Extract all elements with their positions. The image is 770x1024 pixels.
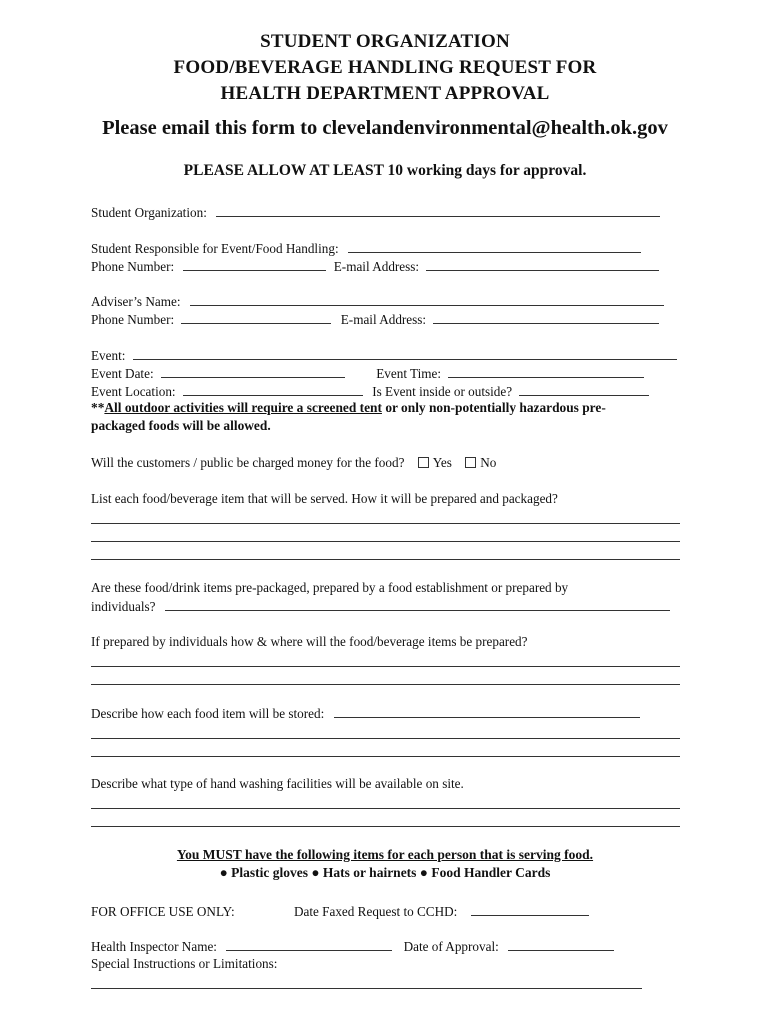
answer-line[interactable] (91, 666, 680, 667)
prepackaged-question-line-1: Are these food/drink items pre-packaged, prepared by a food establishment or prepared by (91, 580, 569, 595)
inside-outside-label: Is Event inside or outside? (372, 384, 513, 399)
student-email-field[interactable] (426, 258, 659, 271)
adviser-name-field[interactable] (190, 293, 664, 306)
adviser-phone-label: Phone Number: (91, 312, 175, 327)
prepackaged-label: individuals? (91, 599, 156, 614)
inspector-field[interactable] (226, 938, 392, 951)
stored-question: Describe how each food item will be stored: (91, 706, 325, 721)
student-org-label: Student Organization: (91, 205, 207, 220)
student-org-field[interactable] (216, 204, 660, 217)
charged-question-row (91, 455, 496, 471)
yes-label: Yes (432, 455, 452, 470)
student-org-row (91, 204, 660, 221)
event-label: Event: (91, 348, 126, 363)
prepared-where-question: If prepared by individuals how & where will the food/beverage items be prepared? (91, 634, 528, 649)
adviser-email-label: E-mail Address: (340, 312, 427, 327)
special-instructions-line[interactable] (91, 988, 642, 989)
student-phone-field[interactable] (183, 258, 326, 271)
event-date-row (91, 365, 644, 382)
title-line-2: FOOD/BEVERAGE HANDLING REQUEST FOR (173, 57, 597, 78)
outdoor-note-rest: or only non-potentially hazardous pre- (381, 400, 606, 415)
event-location-row (91, 383, 649, 400)
no-label: No (480, 455, 497, 470)
requirements-heading: You MUST have the following items for each person that is serving food. (176, 847, 594, 862)
title-line-1: STUDENT ORGANIZATION (260, 31, 510, 52)
event-time-label: Event Time: (376, 366, 442, 381)
outdoor-note-line-2: packaged foods will be allowed. (91, 418, 271, 433)
adviser-email-field[interactable] (433, 311, 659, 324)
student-responsible-field[interactable] (348, 240, 641, 253)
title-line-3: HEALTH DEPARTMENT APPROVAL (220, 83, 550, 104)
answer-line[interactable] (91, 559, 680, 560)
inspector-label: Health Inspector Name: (91, 939, 217, 954)
answer-line[interactable] (91, 756, 680, 757)
requirements-items: ● Plastic gloves ● Hats or hairnets ● Food Handler Cards (219, 865, 551, 880)
event-location-label: Event Location: (91, 384, 176, 399)
answer-line[interactable] (91, 808, 680, 809)
list-items-question: List each food/beverage item that will be served. How it will be prepared and packaged? (91, 491, 558, 506)
inspector-row (91, 938, 614, 955)
student-phone-label: Phone Number: (91, 259, 175, 274)
office-use-row (91, 903, 589, 920)
adviser-phone-field[interactable] (181, 311, 331, 324)
student-phone-row (91, 258, 659, 275)
office-use-label: FOR OFFICE USE ONLY: (91, 904, 235, 919)
inside-outside-field[interactable] (519, 383, 649, 396)
answer-line[interactable] (91, 738, 680, 739)
stored-field[interactable] (334, 705, 640, 718)
event-date-label: Event Date: (91, 366, 154, 381)
event-date-field[interactable] (161, 365, 345, 378)
student-responsible-label: Student Responsible for Event/Food Handling: (91, 241, 339, 256)
event-field[interactable] (133, 347, 677, 360)
answer-line[interactable] (91, 541, 680, 542)
outdoor-note-line-1 (91, 400, 606, 416)
adviser-name-row (91, 293, 664, 310)
requirements-heading-wrap (0, 847, 770, 863)
adviser-name-label: Adviser’s Name: (91, 294, 181, 309)
adviser-phone-row (91, 311, 659, 328)
yes-checkbox[interactable] (418, 457, 429, 468)
answer-line[interactable] (91, 684, 680, 685)
student-email-label: E-mail Address: (333, 259, 420, 274)
outdoor-note-prefix: ** (91, 400, 105, 415)
prepackaged-question-line-2 (91, 598, 670, 615)
outdoor-note-underlined: All outdoor activities will require a screened tent (104, 400, 382, 415)
student-responsible-row (91, 240, 641, 257)
event-location-field[interactable] (183, 383, 363, 396)
event-time-field[interactable] (448, 365, 644, 378)
email-instruction: Please email this form to clevelandenvironmental@health.ok.gov (102, 117, 668, 139)
approval-date-field[interactable] (508, 938, 614, 951)
prepackaged-field[interactable] (165, 598, 670, 611)
stored-question-row (91, 705, 640, 722)
special-instructions-label: Special Instructions or Limitations: (91, 956, 278, 971)
approval-date-label: Date of Approval: (403, 939, 499, 954)
date-faxed-field[interactable] (471, 903, 589, 916)
answer-line[interactable] (91, 826, 680, 827)
handwashing-question: Describe what type of hand washing facilities will be available on site. (91, 776, 464, 791)
event-row (91, 347, 677, 364)
charged-question: Will the customers / public be charged money for the food? (91, 455, 405, 470)
date-faxed-label: Date Faxed Request to CCHD: (293, 904, 458, 919)
no-checkbox[interactable] (465, 457, 476, 468)
answer-line[interactable] (91, 523, 680, 524)
approval-notice: PLEASE ALLOW AT LEAST 10 working days for approval. (183, 162, 587, 179)
